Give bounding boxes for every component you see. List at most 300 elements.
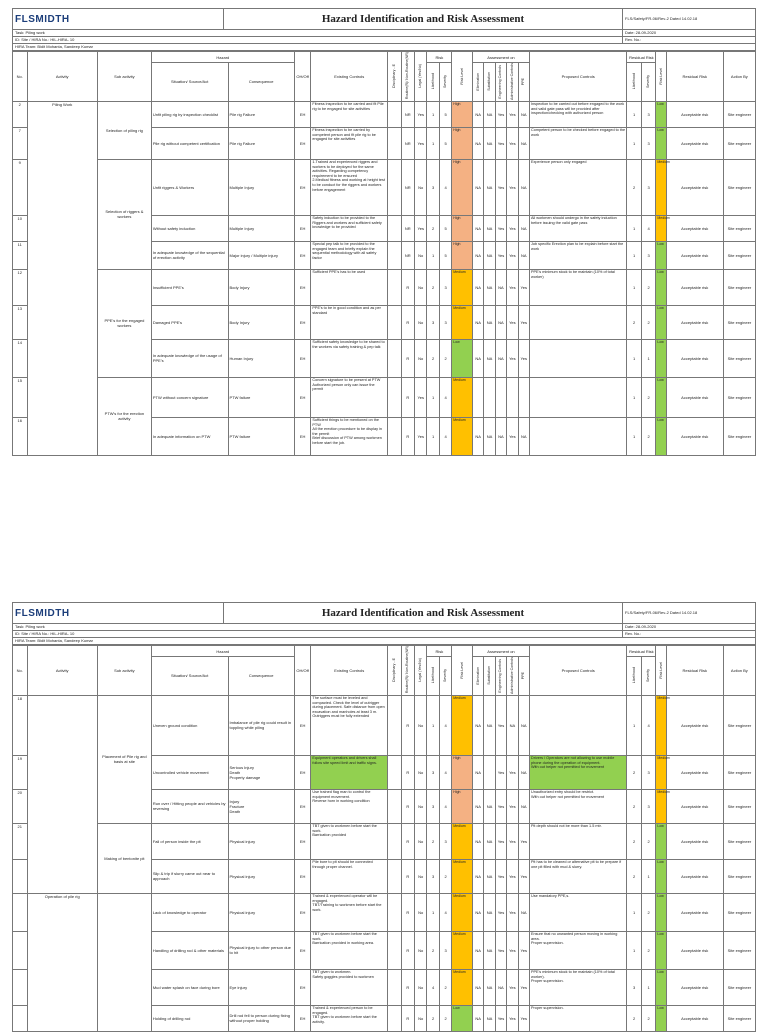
administrative-cell: Yes [507,1005,518,1031]
likelihood-cell: 2 [427,215,439,241]
proposed-controls-cell: Unauthorized entry should be restrict. With out helper not permitted for movement [529,789,626,823]
administrative-cell: NA [507,695,518,755]
page-title: Hazard Identification and Risk Assessment [224,9,623,29]
consequence-cell: PTW failure [228,417,294,455]
routine-cell: R [401,969,414,1005]
consequence-cell: Multiple Injury [228,215,294,241]
administrative-cell: Yes [507,755,518,789]
row-number: 7 [13,127,28,159]
residual-likelihood-cell: 1 [627,339,642,377]
disciplinary-cell [388,969,401,1005]
date-label-2: Date: 28-09-2020 [622,624,755,630]
administrative-cell [507,377,518,417]
col-res-severity-2: Severity [646,668,651,682]
severity-cell: 5 [439,241,451,269]
residual-severity-cell: 2 [641,931,656,969]
document-header [12,8,756,30]
residual-severity-cell: 4 [641,215,656,241]
table-row [13,159,756,215]
onoff-cell: EH [294,159,311,215]
residual-level-cell: Low [656,417,666,455]
routine-cell: R [401,1005,414,1031]
residual-level-cell: Medium [656,789,666,823]
disciplinary-cell [388,159,401,215]
col-existing: Existing Controls [311,52,388,102]
risk-level-cell: Medium [452,823,473,859]
legal-cell: No [415,159,427,215]
col-routine-2: Routine(R)/ Non-Routine(NR) [405,646,410,694]
col-risk-level: Risk Level [459,67,464,85]
disciplinary-cell [388,241,401,269]
situation-cell: Slip & trip if slurry came out near to approach [151,859,228,893]
severity-cell: 4 [439,377,451,417]
col-risk: Risk [427,52,452,63]
proposed-controls-cell: All workmen should undergo in the safety induction before issuing the valid gate pass [529,215,626,241]
residual-likelihood-cell: 2 [627,823,642,859]
proposed-controls-cell: Experience person only engaged [529,159,626,215]
likelihood-cell: 1 [427,695,439,755]
ppe-cell: Yes [518,339,529,377]
action-by-cell: Site engineer [723,127,755,159]
likelihood-cell: 3 [427,159,439,215]
col-substitution: Substitution [487,72,492,91]
severity-cell: 4 [439,159,451,215]
legal-cell: No [415,241,427,269]
residual-severity-cell: 1 [641,969,656,1005]
consequence-cell: Multiple Injury [228,159,294,215]
row-number [13,969,28,1005]
residual-severity-cell: 3 [641,789,656,823]
risk-level-cell: High [452,789,473,823]
ppe-cell: Yes [518,969,529,1005]
onoff-cell: EH [294,305,311,339]
risk-level-cell: Medium [452,377,473,417]
ppe-cell: NA [518,127,529,159]
legal-cell: No [415,695,427,755]
col-administrative-2: Administrative Controls [509,657,514,694]
legal-cell: Yes [415,417,427,455]
doc-ref-2: FLS/Safety/FR-06/Rev-2 Dated 14.02.18 [625,610,698,615]
task-label: Task: Piling work [15,30,45,35]
company-logo: FLSMIDTH [13,9,224,29]
ppe-cell: Yes [518,823,529,859]
administrative-cell: Yes [507,127,518,159]
action-by-cell: Site engineer [723,159,755,215]
existing-controls-cell: Fitness inspection to be carried and fit Pile rig to be engaged for site activities [311,101,388,127]
risk-level-cell: Medium [452,859,473,893]
action-by-cell: Site engineer [723,101,755,127]
elimination-cell: NA [472,1005,483,1031]
action-by-cell: Site engineer [723,417,755,455]
table-row [13,823,756,859]
situation-cell: Unfit piling rig by inspection checklist [151,101,228,127]
action-by-cell: Site engineer [723,859,755,893]
residual-level-cell: Low [656,893,666,931]
substitution-cell: NA [484,241,495,269]
situation-cell: Run over / Hitting people and vehicles by reversing [151,789,228,823]
elimination-cell: NA [472,159,483,215]
activity-cell: Piling Work [27,101,97,455]
substitution-cell [484,755,495,789]
consequence-cell: Pile rig Failure [228,101,294,127]
existing-controls-cell: Trained & experienced operator will be engaged. TBT/Training to workmen before start the work. [311,893,388,931]
elimination-cell: NA [472,269,483,305]
consequence-cell: Human Injury [228,339,294,377]
proposed-controls-cell: Pit has to be cleaned or alternative pit to be prepare if one pit filled with mud & slurry. [529,859,626,893]
ppe-cell: Yes [518,305,529,339]
severity-cell: 3 [439,305,451,339]
action-by-cell: Site engineer [723,305,755,339]
consequence-cell: Body Injury [228,269,294,305]
proposed-controls-cell: PPE's minimum stock to be maintain (10% of total worker) [529,269,626,305]
date-label: Date: 28-09-2020 [622,30,755,36]
residual-risk-cell: Acceptable risk [666,1005,723,1031]
administrative-cell: Yes [507,101,518,127]
col-onoff: OH/Off [294,52,311,102]
likelihood-cell: 1 [427,417,439,455]
existing-controls-cell: Sufficient safety knowledge to be shared to the workers via safety training & pep talk [311,339,388,377]
disciplinary-cell [388,755,401,789]
administrative-cell: Yes [507,789,518,823]
disciplinary-cell [388,893,401,931]
activity-cell: Operation of pile rig [27,893,97,1031]
engineering-cell: Yes [495,755,506,789]
situation-cell: Mud water splash on face during bore [151,969,228,1005]
col-assessment-2: Assessment on [472,646,529,657]
action-by-cell: Site engineer [723,269,755,305]
disciplinary-cell [388,859,401,893]
residual-level-cell: Low [656,339,666,377]
elimination-cell: NA [472,789,483,823]
rev-label: Rev. No.: [622,37,755,43]
likelihood-cell: 2 [427,931,439,969]
legal-cell: No [415,1005,427,1031]
residual-level-cell: Low [656,101,666,127]
row-number [13,931,28,969]
residual-likelihood-cell: 1 [627,101,642,127]
administrative-cell: Yes [507,931,518,969]
routine-cell: R [401,789,414,823]
elimination-cell: NA [472,823,483,859]
routine-cell: NR [401,159,414,215]
residual-likelihood-cell: 2 [627,859,642,893]
residual-likelihood-cell: 1 [627,695,642,755]
row-number: 12 [13,269,28,305]
elimination-cell: NA [472,339,483,377]
onoff-cell: EH [294,893,311,931]
severity-cell: 5 [439,101,451,127]
col-residual-risk: Residual Risk [666,52,723,102]
elimination-cell: NA [472,859,483,893]
proposed-controls-cell: Inspection to be carried out before engaged to the work and valid gate pass will be provided after inspection/checking with authorized person [529,101,626,127]
substitution-cell: NA [484,823,495,859]
residual-level-cell: Low [656,1005,666,1031]
risk-level-cell: Medium [452,969,473,1005]
likelihood-cell: 3 [427,789,439,823]
risk-level-cell: High [452,127,473,159]
consequence-cell: Physical injury [228,859,294,893]
legal-cell: No [415,269,427,305]
routine-cell: R [401,823,414,859]
existing-controls-cell: Use trained flag man to control the equipment movement. Reverse horn in working condition [311,789,388,823]
col-residual-level: Risk Level [658,67,663,85]
ppe-cell: NA [518,215,529,241]
engineering-cell: NA [495,969,506,1005]
severity-cell: 2 [439,339,451,377]
proposed-controls-cell: Proper supervision. [529,1005,626,1031]
onoff-cell: EH [294,1005,311,1031]
col-proposed-2: Proposed Controls [529,646,626,696]
likelihood-cell: 3 [427,755,439,789]
engineering-cell [495,377,506,417]
administrative-cell: Yes [507,339,518,377]
situation-cell: Damaged PPE's [151,305,228,339]
elimination-cell: NA [472,931,483,969]
existing-controls-cell: Trained & experienced person to be engaged. TBT given to workmen before start the activity. [311,1005,388,1031]
situation-cell: In adequate knowledge of the usage of PPE's [151,339,228,377]
substitution-cell: NA [484,1005,495,1031]
residual-severity-cell: 2 [641,377,656,417]
row-number: 15 [13,377,28,417]
likelihood-cell: 2 [427,339,439,377]
action-by-cell: Site engineer [723,893,755,931]
legal-cell: No [415,893,427,931]
rev-label-2: Rev. No.: [622,631,755,637]
action-by-cell: Site engineer [723,377,755,417]
elimination-cell: NA [472,893,483,931]
action-by-cell: Site engineer [723,241,755,269]
severity-cell: 2 [439,969,451,1005]
ppe-cell: NA [518,101,529,127]
administrative-cell: Yes [507,417,518,455]
risk-level-cell: High [452,159,473,215]
residual-likelihood-cell: 2 [627,789,642,823]
residual-risk-cell: Acceptable risk [666,755,723,789]
residual-risk-cell: Acceptable risk [666,859,723,893]
residual-likelihood-cell: 1 [627,241,642,269]
routine-cell: R [401,377,414,417]
page-title-2: Hazard Identification and Risk Assessment [224,603,623,623]
proposed-controls-cell: Competent person to be checked before engaged to the work [529,127,626,159]
engineering-cell: Yes [495,159,506,215]
situation-cell: Lack of knowledge to operator [151,893,228,931]
residual-likelihood-cell: 1 [627,931,642,969]
administrative-cell: Yes [507,969,518,1005]
legal-cell: No [415,789,427,823]
routine-cell: R [401,305,414,339]
situation-cell: Unfit riggers & Workers [151,159,228,215]
page-2 [12,602,756,1032]
residual-risk-cell: Acceptable risk [666,305,723,339]
substitution-cell: NA [484,859,495,893]
disciplinary-cell [388,339,401,377]
disciplinary-cell [388,789,401,823]
residual-risk-cell: Acceptable risk [666,269,723,305]
col-situation: Situation/ Source/Act [151,63,228,102]
engineering-cell: Yes [495,127,506,159]
substitution-cell: NA [484,893,495,931]
substitution-cell: NA [484,417,495,455]
table-row [13,893,756,931]
administrative-cell: Yes [507,215,518,241]
existing-controls-cell: TBT given to workmen. Safety goggles provided to workmen [311,969,388,1005]
action-by-cell: Site engineer [723,823,755,859]
existing-controls-cell: Sufficient things to be mentioned on the PTW All the erection procedure to be display in the permit Brief discussion of PTW among workmen before start the job. [311,417,388,455]
col-risk-2: Risk [427,646,452,657]
substitution-cell: NA [484,969,495,1005]
routine-cell: R [401,893,414,931]
elimination-cell: NA [472,241,483,269]
row-number [13,1005,28,1031]
proposed-controls-cell: Ensure that no unwanted person moving in working area. Proper supervision. [529,931,626,969]
residual-level-cell: Low [656,931,666,969]
risk-level-cell: High [452,241,473,269]
onoff-cell: EH [294,931,311,969]
col-res-likelihood-2: Likelihood [631,667,636,684]
disciplinary-cell [388,417,401,455]
engineering-cell: Yes [495,893,506,931]
team-label: HIRA Team: Bidit Mohanta, Sandeep Kumar [15,44,93,49]
substitution-cell: NA [484,215,495,241]
legal-cell: Yes [415,377,427,417]
substitution-cell: NA [484,159,495,215]
existing-controls-cell: TBT given to workmen before start the work. Barrication provided in working area. [311,931,388,969]
legal-cell: No [415,859,427,893]
col-onoff-2: OH/Off [294,646,311,696]
residual-level-cell: Low [656,969,666,1005]
substitution-cell: NA [484,269,495,305]
disciplinary-cell [388,127,401,159]
likelihood-cell: 1 [427,101,439,127]
legal-cell: Yes [415,101,427,127]
risk-level-cell: High [452,101,473,127]
residual-severity-cell: 2 [641,305,656,339]
sub-activity-cell: Making of bentonite pit [97,823,151,893]
existing-controls-cell: Equipment operators and drivers shall follow site speed limit and traffic signs. [311,755,388,789]
activity-cell [27,695,97,893]
legal-cell: No [415,755,427,789]
consequence-cell: Drill rod fell to person during fixing without proper holding [228,1005,294,1031]
onoff-cell: EH [294,127,311,159]
residual-likelihood-cell: 1 [627,215,642,241]
likelihood-cell: 4 [427,969,439,1005]
routine-cell: NR [401,215,414,241]
administrative-cell: Yes [507,893,518,931]
col-residual-level-2: Risk Level [658,661,663,679]
proposed-controls-cell: Drivers / Operators are not allowing to use mobile phone during the operation of equipment. With out helper not permitted for movement [529,755,626,789]
row-number: 16 [13,417,28,455]
proposed-controls-cell [529,377,626,417]
risk-level-cell: High [452,215,473,241]
situation-cell: Holding of drilling rod [151,1005,228,1031]
ppe-cell: NA [518,755,529,789]
proposed-controls-cell [529,417,626,455]
risk-level-cell: Medium [452,269,473,305]
risk-level-cell: Low [452,1005,473,1031]
routine-cell: R [401,931,414,969]
administrative-cell: Yes [507,305,518,339]
elimination-cell: NA [472,969,483,1005]
ppe-cell: NA [518,241,529,269]
engineering-cell: Yes [495,215,506,241]
legal-cell: Yes [415,215,427,241]
residual-risk-cell: Acceptable risk [666,127,723,159]
row-number: 21 [13,823,28,859]
row-number: 10 [13,215,28,241]
disciplinary-cell [388,823,401,859]
ppe-cell: NA [518,695,529,755]
ppe-cell: NA [518,159,529,215]
action-by-cell: Site engineer [723,339,755,377]
situation-cell: In adequate knowledge of the sequential of erection activity [151,241,228,269]
residual-severity-cell: 2 [641,1005,656,1031]
disciplinary-cell [388,1005,401,1031]
disciplinary-cell [388,695,401,755]
legal-cell: Yes [415,127,427,159]
col-elimination: Elimination [475,72,480,91]
substitution-cell: NA [484,305,495,339]
consequence-cell: PTW failure [228,377,294,417]
residual-likelihood-cell: 2 [627,305,642,339]
administrative-cell: Yes [507,269,518,305]
legal-cell: No [415,823,427,859]
routine-cell: R [401,695,414,755]
substitution-cell: NA [484,101,495,127]
likelihood-cell: 2 [427,1005,439,1031]
consequence-cell: Imbalance of pile rig could result in toppling while piling [228,695,294,755]
likelihood-cell: 2 [427,269,439,305]
proposed-controls-cell: PPE's minimum stock to be maintain (10% of total worker). Proper supervision. [529,969,626,1005]
situation-cell: Uncontrolled vehicle movement [151,755,228,789]
situation-cell: PTW without concern signature [151,377,228,417]
risk-level-cell: Medium [452,931,473,969]
residual-severity-cell: 3 [641,159,656,215]
col-ppe: PPE [521,77,526,86]
sub-activity-cell [97,893,151,1031]
onoff-cell: EH [294,215,311,241]
row-number: 11 [13,241,28,269]
consequence-cell: Serious Injury Death Property damage [228,755,294,789]
residual-level-cell: Low [656,823,666,859]
col-engineering: Engineering Controls [498,64,503,99]
engineering-cell: Yes [495,101,506,127]
likelihood-cell: 1 [427,241,439,269]
likelihood-cell: 1 [427,127,439,159]
situation-cell: In adequate information on PTW [151,417,228,455]
severity-cell: 4 [439,893,451,931]
consequence-cell: Physical injury [228,823,294,859]
proposed-controls-cell [529,339,626,377]
routine-cell: R [401,269,414,305]
risk-level-cell: Low [452,339,473,377]
routine-cell: NR [401,127,414,159]
elimination-cell: NA [472,417,483,455]
residual-likelihood-cell: 3 [627,969,642,1005]
table-row [13,101,756,127]
residual-severity-cell: 3 [641,127,656,159]
sub-activity-cell: Placement of Pile rig and basis at site [97,695,151,823]
engineering-cell: NA [495,305,506,339]
existing-controls-cell: Safety induction to be provided to the Riggers and workers and sufficient safety knowledge to be provided [311,215,388,241]
consequence-cell: Physical injury [228,893,294,931]
disciplinary-cell [388,931,401,969]
substitution-cell: NA [484,789,495,823]
ppe-cell: Yes [518,1005,529,1031]
residual-risk-cell: Acceptable risk [666,377,723,417]
company-logo-2: FLSMIDTH [13,603,224,623]
residual-likelihood-cell: 2 [627,755,642,789]
onoff-cell: EH [294,241,311,269]
